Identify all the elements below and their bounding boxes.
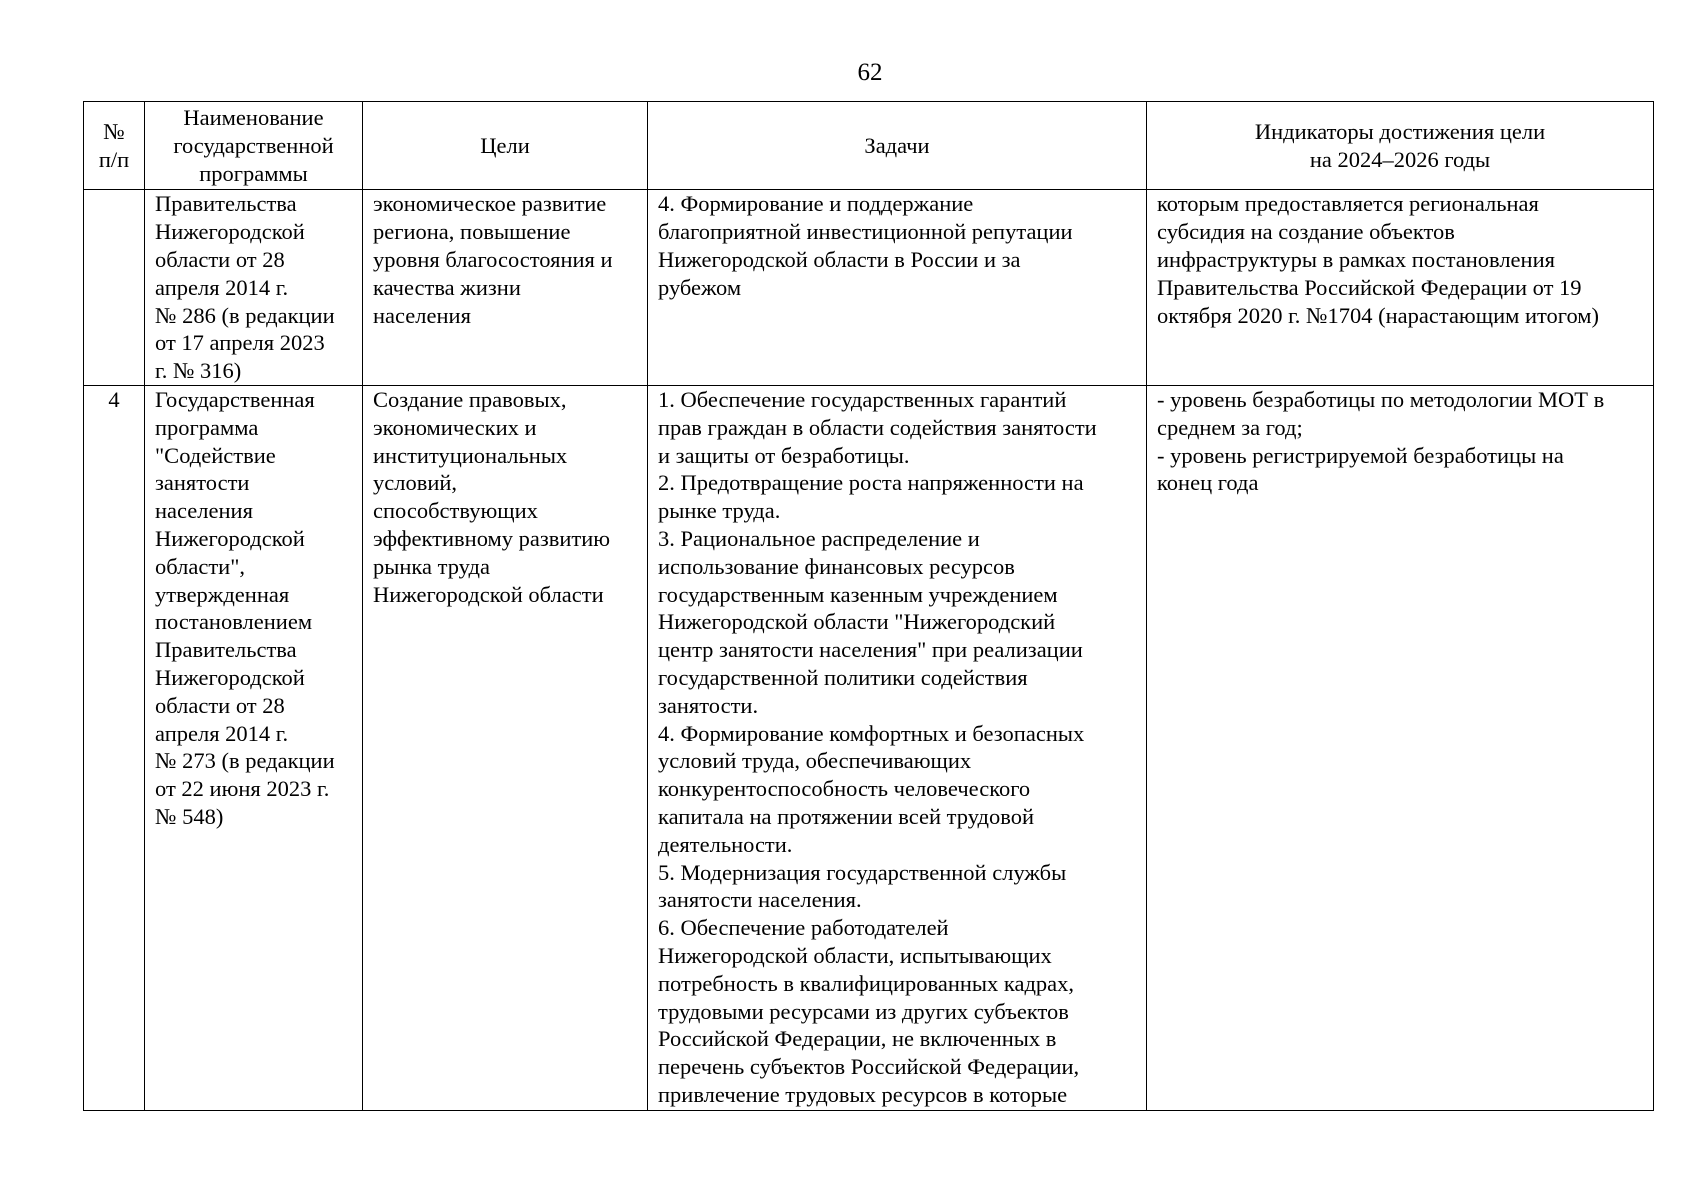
- cell-indicators: - уровень безработицы по методологии МОТ в среднем за год; - уровень регистрируемой безработицы на конец года: [1147, 385, 1654, 1110]
- header-goals: Цели: [363, 102, 648, 190]
- cell-program-name: Государственная программа "Содействие занятости населения Нижегородской области", утвержденная постановлением Правительства Нижегородской области от 28 апреля 2014 г. № 273 (в редакции от 22 июня 2023 г. № 548): [145, 385, 363, 1110]
- cell-program-name: Правительства Нижегородской области от 28 апреля 2014 г. № 286 (в редакции от 17 апреля 2023 г. № 316): [145, 190, 363, 386]
- page-number: 62: [857, 59, 883, 86]
- header-program-name: Наименование государственной программы: [145, 102, 363, 190]
- cell-goals: экономическое развитие региона, повышение уровня благосостояния и качества жизни населения: [363, 190, 648, 386]
- table-header-row: [84, 102, 1654, 190]
- cell-indicators: которым предоставляется региональная субсидия на создание объектов инфраструктуры в рамках постановления Правительства Российской Федерации от 19 октября 2020 г. №1704 (нарастающим итогом): [1147, 190, 1654, 386]
- header-num: № п/п: [84, 102, 145, 190]
- cell-goals: Создание правовых, экономических и институциональных условий, способствующих эффективному развитию рынка труда Нижегородской области: [363, 385, 648, 1110]
- cell-tasks: 4. Формирование и поддержание благоприятной инвестиционной репутации Нижегородской области в России и за рубежом: [648, 190, 1147, 386]
- table-row: [84, 190, 1654, 386]
- cell-num: [84, 190, 145, 386]
- cell-num: 4: [84, 385, 145, 1110]
- header-indicators: Индикаторы достижения цели на 2024–2026 годы: [1147, 102, 1654, 190]
- programs-table: [83, 101, 1654, 1111]
- cell-tasks: 1. Обеспечение государственных гарантий прав граждан в области содействия занятости и защиты от безработицы. 2. Предотвращение роста напряженности на рынке труда. 3. Рациональное распределение и использование финансовых ресурсов государственным казенным учреждением Нижегородской области "Нижегородский центр занятости населения" при реализации государственной политики содействия занятости. 4. Формирование комфортных и безопасных условий труда, обеспечивающих конкурентоспособность человеческого капитала на протяжении всей трудовой деятельности. 5. Модернизация государственной службы занятости населения. 6. Обеспечение работодателей Нижегородской области, испытывающих потребность в квалифицированных кадрах, трудовыми ресурсами из других субъектов Российской Федерации, не включенных в перечень субъектов Российской Федерации, привлечение трудовых ресурсов в которые: [648, 385, 1147, 1110]
- table-row: [84, 385, 1654, 1110]
- header-tasks: Задачи: [648, 102, 1147, 190]
